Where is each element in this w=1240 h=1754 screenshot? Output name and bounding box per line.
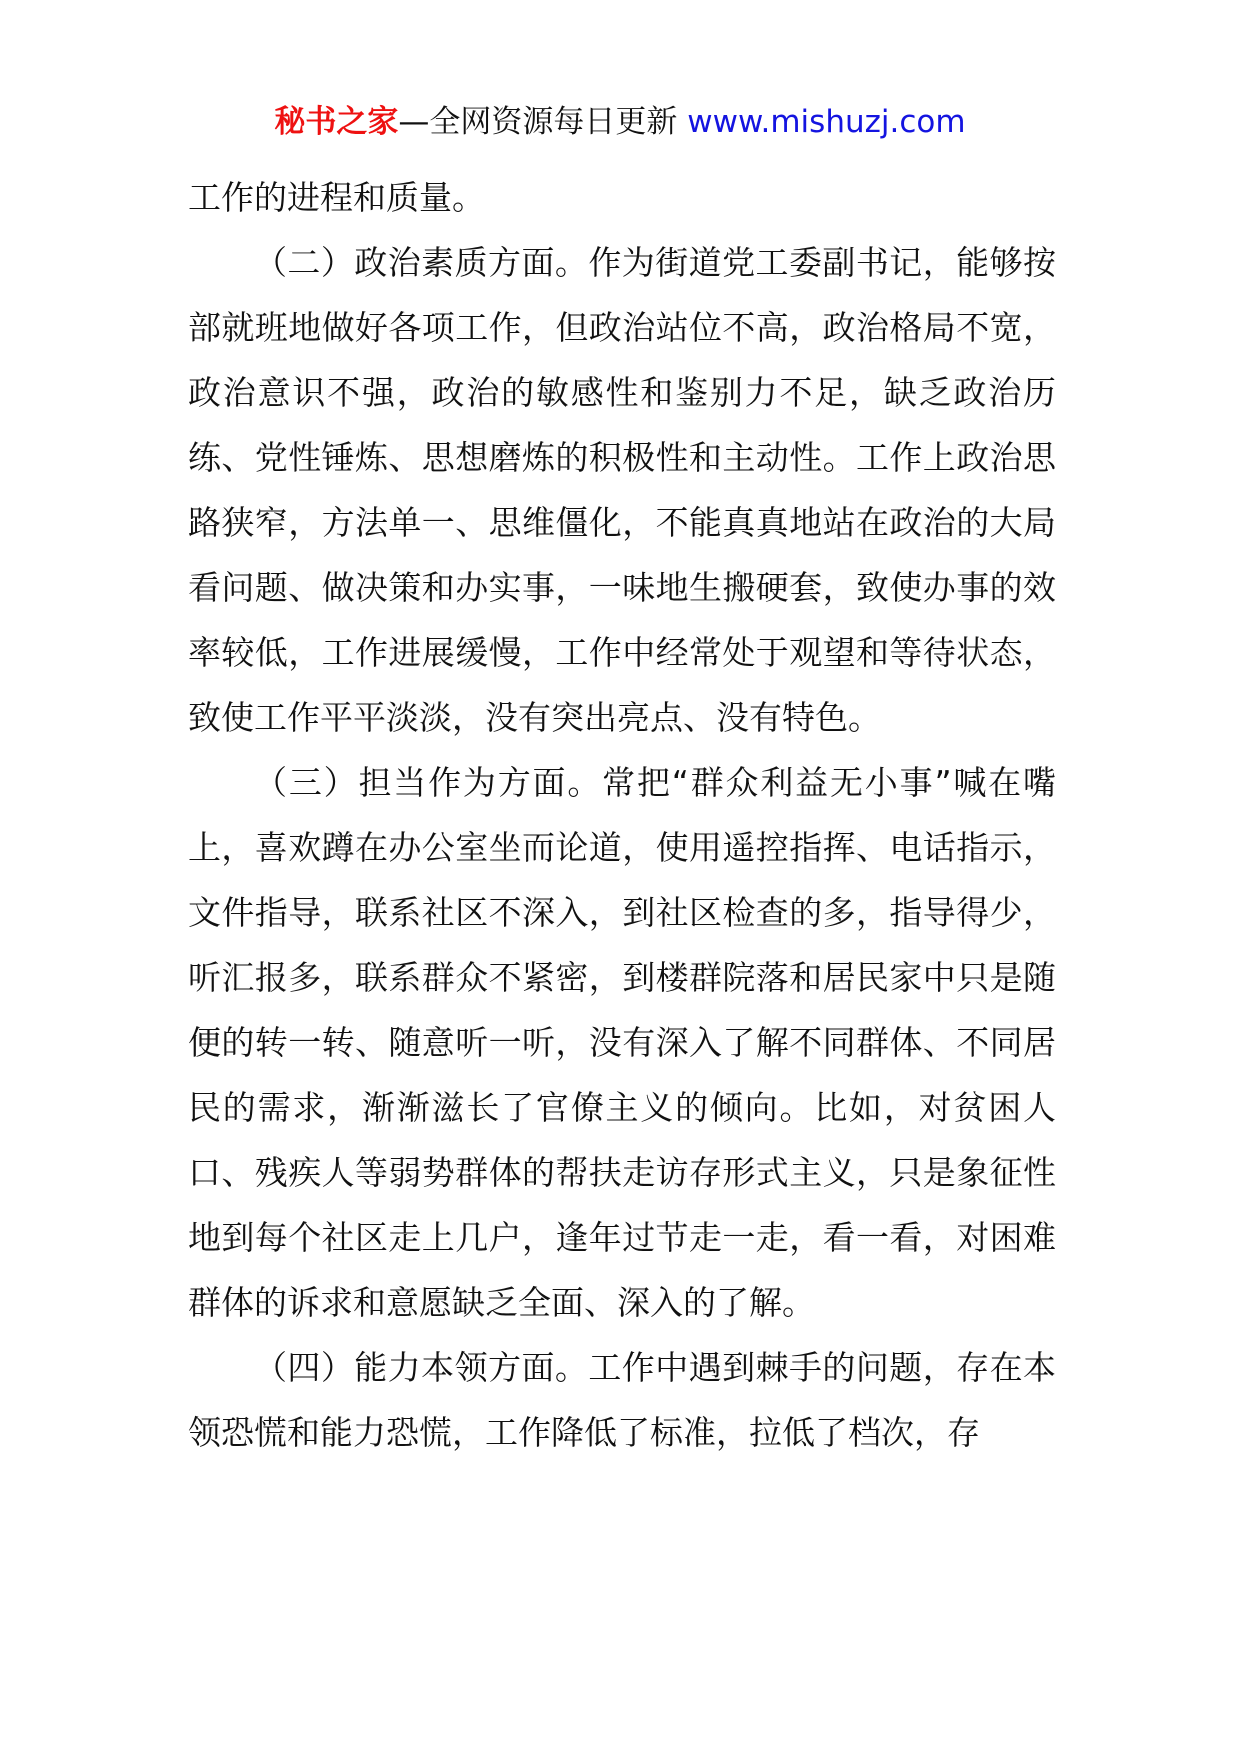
site-slogan: —全网资源每日更新 xyxy=(398,104,688,140)
paragraph-responsibility: （三）担当作为方面。常把“群众利益无小事”喊在嘴上，喜欢蹲在办公室坐而论道，使用遥控指挥、电话指示，文件指导，联系社区不深入，到社区检查的多，指导得少，听汇报多，联系群众不紧密，到楼群院落和居民家中只是随便的转一转、随意听一听，没有深入了解不同群体、不同居民的需求，渐渐滋长了官僚主义的倾向。比如，对贫困人口、残疾人等弱势群体的帮扶走访存形式主义，只是象征性地到每个社区走上几户，逢年过节走一走，看一看，对困难群体的诉求和意愿缺乏全面、深入的了解。 xyxy=(188,763,1056,1322)
site-url-link[interactable]: www.mishuzj.com xyxy=(687,104,966,140)
paragraph-continuation: 工作的进程和质量。 xyxy=(188,178,485,217)
site-brand: 秘书之家 xyxy=(274,104,399,140)
site-header xyxy=(0,100,1240,144)
paragraph-political-quality: （二）政治素质方面。作为街道党工委副书记，能够按部就班地做好各项工作，但政治站位不高，政治格局不宽，政治意识不强，政治的敏感性和鉴别力不足，缺乏政治历练、党性锤炼、思想磨炼的积极性和主动性。工作上政治思路狭窄，方法单一、思维僵化，不能真真地站在政治的大局看问题、做决策和办实事，一味地生搬硬套，致使办事的效率较低，工作进展缓慢，工作中经常处于观望和等待状态，致使工作平平淡淡，没有突出亮点、没有特色。 xyxy=(188,243,1056,737)
paragraph-ability: （四）能力本领方面。工作中遇到棘手的问题，存在本领恐慌和能力恐慌，工作降低了标准，拉低了档次，存 xyxy=(188,1348,1056,1452)
document-body xyxy=(188,165,1056,1465)
